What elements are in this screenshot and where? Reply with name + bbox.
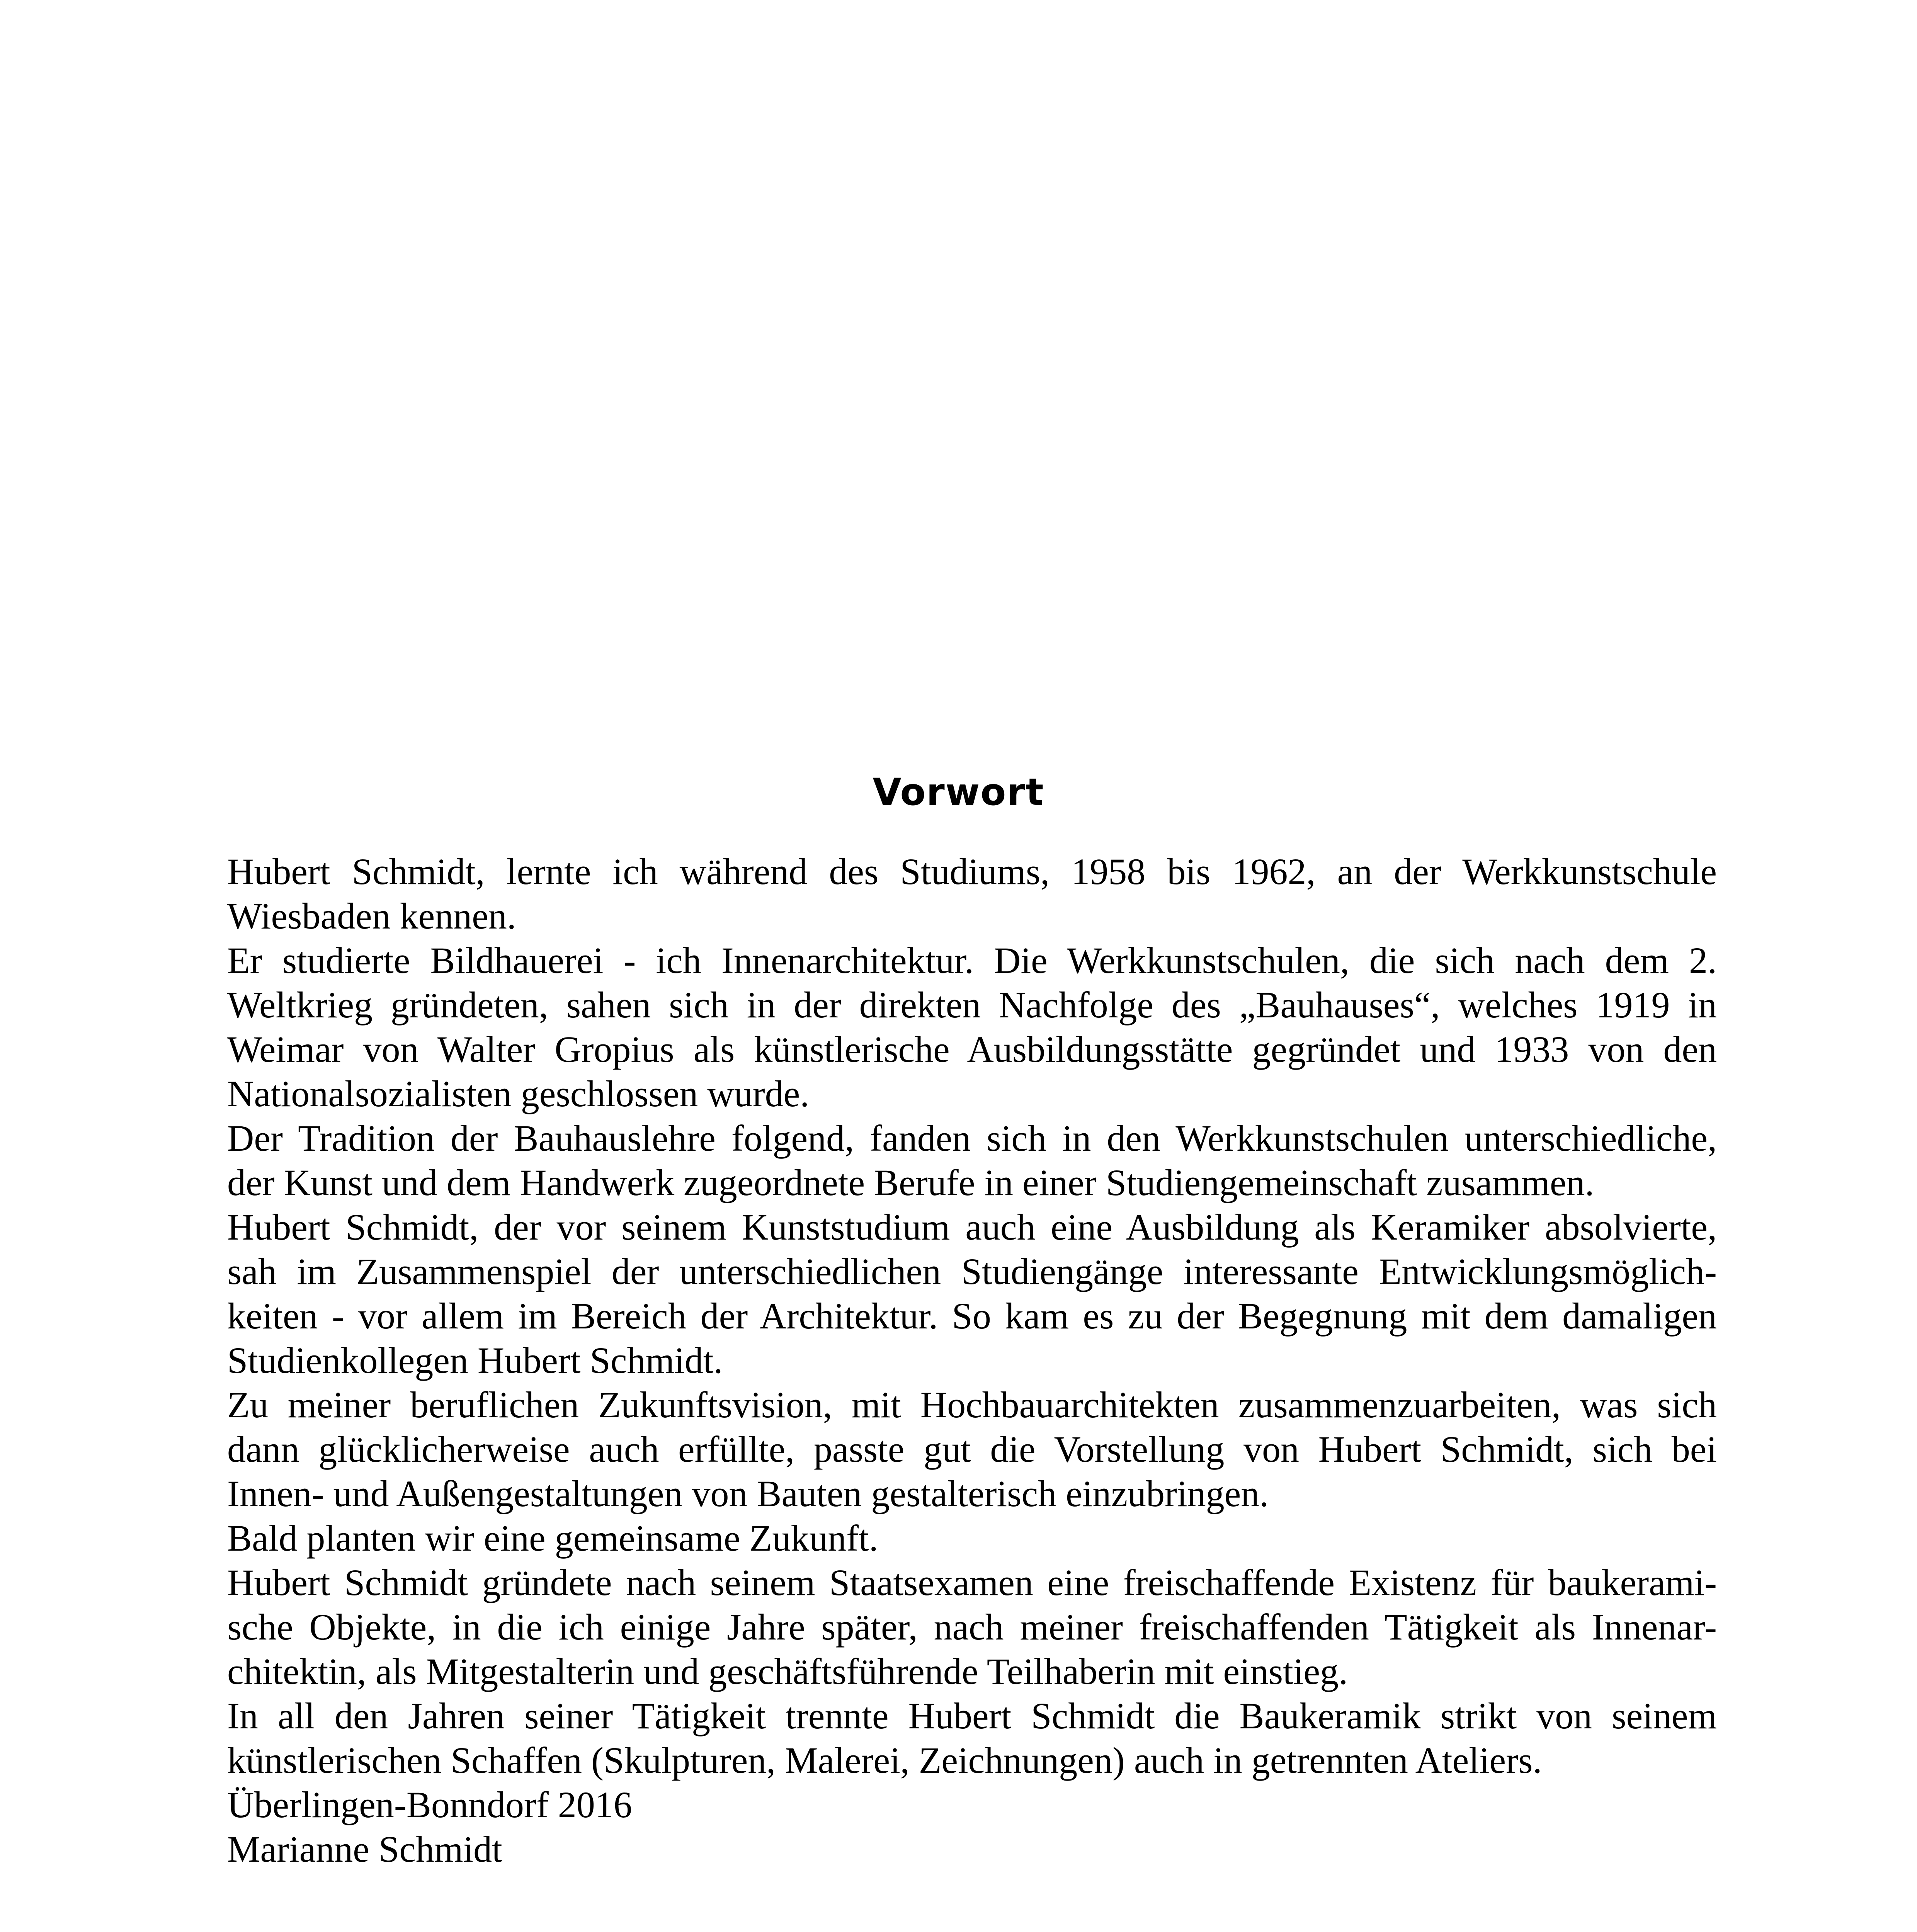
text-line: Studienkollegen Hubert Schmidt. (227, 1340, 723, 1381)
text-line: dann glücklicherweise auch erfüllte, passte gut die Vorstellung von Hubert Schmidt, sich bei (227, 1429, 1717, 1470)
text-line: Bald planten wir eine gemeinsame Zukunft. (227, 1517, 878, 1559)
text-line: Marianne Schmidt (227, 1828, 502, 1870)
text-line: Er studierte Bildhauerei - ich Innenarchitektur. Die Werkkunstschulen, die sich nach dem 2. (227, 940, 1717, 981)
text-line: sah im Zusammenspiel der unterschiedlichen Studiengänge interessante Entwicklungsmöglich- (227, 1251, 1717, 1292)
text-line: Nationalsozialisten geschlossen wurde. (227, 1073, 810, 1114)
text-line: keiten - vor allem im Bereich der Architektur. So kam es zu der Begegnung mit dem damaligen (227, 1295, 1717, 1337)
text-line: Wiesbaden kennen. (227, 895, 516, 937)
text-line: Zu meiner beruflichen Zukunftsvision, mit Hochbauarchitekten zusammenzuarbeiten, was sich (227, 1384, 1717, 1425)
text-line: Überlingen-Bonndorf 2016 (227, 1784, 632, 1825)
text-line: sche Objekte, in die ich einige Jahre später, nach meiner freischaffenden Tätigkeit als Innenar- (227, 1606, 1717, 1648)
text-line: In all den Jahren seiner Tätigkeit trennte Hubert Schmidt die Baukeramik strikt von seinem (227, 1695, 1717, 1736)
text-line: Der Tradition der Bauhauslehre folgend, fanden sich in den Werkkunstschulen unterschiedliche, (227, 1117, 1717, 1159)
text-line: chitektin, als Mitgestalterin und geschäftsführende Teilhaberin mit einstieg. (227, 1651, 1348, 1692)
text-line: Hubert Schmidt, lernte ich während des Studiums, 1958 bis 1962, an der Werkkunstschule (227, 851, 1717, 892)
text-line: der Kunst und dem Handwerk zugeordnete Berufe in einer Studiengemeinschaft zusammen. (227, 1162, 1594, 1203)
text-line: Innen- und Außengestaltungen von Bauten gestalterisch einzubringen. (227, 1473, 1269, 1514)
page-heading: Vorwort (873, 770, 1044, 814)
foreword-body (227, 849, 1717, 1871)
text-line: künstlerischen Schaffen (Skulpturen, Malerei, Zeichnungen) auch in getrennten Ateliers. (227, 1740, 1542, 1781)
text-line: Hubert Schmidt gründete nach seinem Staatsexamen eine freischaffende Existenz für baukerami- (227, 1562, 1717, 1603)
text-line: Hubert Schmidt, der vor seinem Kunststudium auch eine Ausbildung als Keramiker absolvierte, (227, 1206, 1717, 1248)
text-line: Weltkrieg gründeten, sahen sich in der direkten Nachfolge des „Bauhauses“, welches 1919 in (227, 984, 1717, 1026)
text-line: Weimar von Walter Gropius als künstlerische Ausbildungsstätte gegründet und 1933 von den (227, 1029, 1717, 1070)
